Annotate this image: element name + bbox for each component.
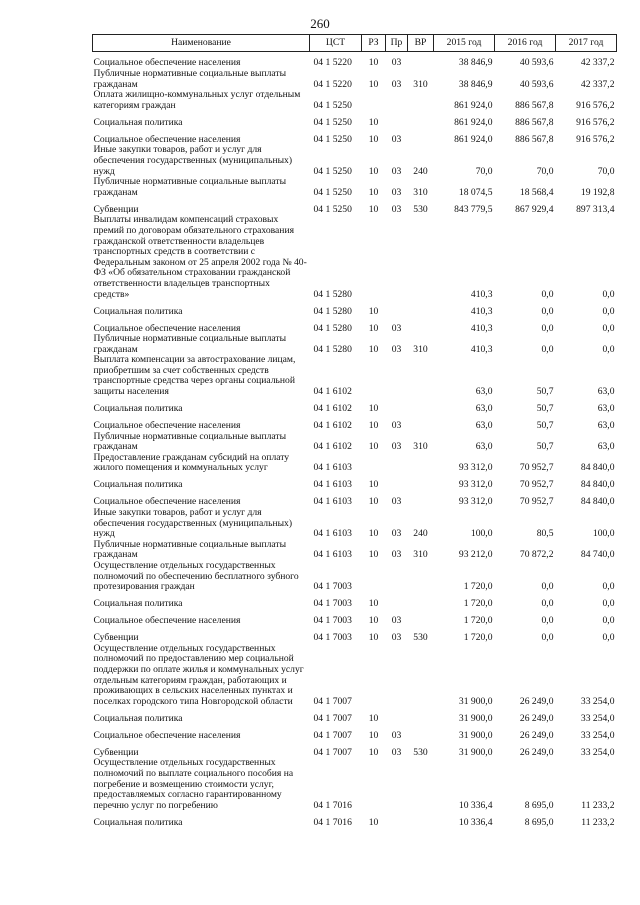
row-cst: 04 1 5250 (313, 186, 352, 198)
row-vr (408, 415, 434, 432)
row-cst: 04 1 6102 (313, 403, 352, 415)
row-2015: 1 720,0 (463, 632, 493, 644)
row-2015: 31 900,0 (458, 712, 493, 724)
row-rz: 10 (368, 441, 379, 453)
row-vr (408, 398, 434, 415)
table-row (93, 491, 617, 508)
row-vr: 530 (413, 203, 428, 215)
row-2015: 410,3 (470, 343, 493, 355)
row-cst: 04 1 5280 (313, 288, 352, 300)
row-rz (362, 453, 386, 474)
row-2015: 18 074,5 (458, 186, 493, 198)
row-name: Публичные нормативные социальные выплаты гражданам (93, 538, 287, 561)
header-2016: 2016 год (495, 35, 556, 52)
row-2015: 861 924,0 (454, 116, 493, 128)
header-pr: Пр (386, 35, 408, 52)
row-rz (362, 758, 386, 811)
row-2017: 70,0 (597, 165, 615, 177)
row-2017: 0,0 (602, 288, 615, 300)
row-2016: 8 695,0 (524, 816, 554, 828)
row-pr (386, 398, 408, 415)
row-2016: 70 872,2 (519, 549, 554, 561)
row-name: Осуществление отдельных государственных полномочий по выплате социального пособия на погребение и возмещению стоимости услуг, предоставляемых согласно гарантированному перечню услуг по погребению (93, 757, 294, 811)
row-2016: 80,5 (536, 528, 554, 540)
row-2015: 93 312,0 (458, 462, 493, 474)
row-pr (386, 355, 408, 397)
row-2015: 63,0 (475, 441, 493, 453)
row-2016: 26 249,0 (519, 712, 554, 724)
row-2017: 84 840,0 (580, 479, 615, 491)
budget-table (92, 34, 617, 828)
row-2017: 19 192,8 (580, 186, 615, 198)
row-rz: 10 (368, 322, 379, 334)
row-cst: 04 1 7003 (313, 632, 352, 644)
row-rz (362, 355, 386, 397)
row-2017: 33 254,0 (580, 729, 615, 741)
row-cst: 04 1 6103 (313, 479, 352, 491)
row-2015: 63,0 (475, 420, 493, 432)
row-2015: 31 900,0 (458, 746, 493, 758)
row-2016: 0,0 (541, 322, 554, 334)
row-vr (408, 111, 434, 128)
row-2017: 11 233,2 (581, 799, 615, 811)
row-vr (408, 491, 434, 508)
row-2015: 63,0 (475, 403, 493, 415)
row-cst: 04 1 7016 (313, 816, 352, 828)
row-2015: 1 720,0 (463, 581, 493, 593)
row-name: Социальное обеспечение населения (93, 729, 241, 741)
header-cst: ЦСТ (310, 35, 362, 52)
row-cst: 04 1 6103 (313, 549, 352, 561)
row-vr (408, 453, 434, 474)
row-2016: 70 952,7 (519, 479, 554, 491)
table-row (93, 90, 617, 111)
row-pr (386, 90, 408, 111)
row-vr: 310 (413, 343, 428, 355)
row-name: Субвенции (93, 746, 139, 758)
row-name: Социальная политика (93, 712, 183, 724)
row-pr: 03 (391, 186, 402, 198)
row-pr: 03 (391, 549, 402, 561)
row-2017: 84 840,0 (580, 462, 615, 474)
row-rz: 10 (368, 528, 379, 540)
row-2016: 70,0 (536, 165, 554, 177)
row-name: Субвенции (93, 632, 139, 644)
row-2016: 0,0 (541, 632, 554, 644)
row-2017: 0,0 (602, 632, 615, 644)
row-2016: 867 929,4 (515, 203, 554, 215)
row-vr (408, 707, 434, 724)
table-row (93, 52, 617, 70)
header-vr: ВР (408, 35, 434, 52)
row-2016: 70 952,7 (519, 462, 554, 474)
table-row (93, 561, 617, 593)
row-cst: 04 1 5280 (313, 322, 352, 334)
table-row (93, 724, 617, 741)
row-2017: 63,0 (597, 441, 615, 453)
row-rz: 10 (368, 203, 379, 215)
row-2017: 84 740,0 (580, 549, 615, 561)
row-2016: 70 952,7 (519, 496, 554, 508)
row-2017: 11 233,2 (581, 816, 615, 828)
table-row (93, 811, 617, 828)
row-name: Социальная политика (93, 116, 183, 128)
row-pr: 03 (391, 420, 402, 432)
row-vr: 240 (413, 165, 428, 177)
row-cst: 04 1 7007 (313, 729, 352, 741)
row-rz (362, 561, 386, 593)
row-name: Социальная политика (93, 816, 183, 828)
row-2015: 410,3 (470, 288, 493, 300)
row-2016: 8 695,0 (524, 799, 554, 811)
row-2016: 50,7 (536, 403, 554, 415)
table-row (93, 644, 617, 708)
row-vr (408, 593, 434, 610)
row-pr: 03 (391, 133, 402, 145)
row-name: Социальная политика (93, 305, 183, 317)
row-vr: 310 (413, 78, 428, 90)
row-pr (386, 811, 408, 828)
row-2017: 0,0 (602, 343, 615, 355)
row-pr: 03 (391, 496, 402, 508)
row-vr: 310 (413, 186, 428, 198)
row-2015: 410,3 (470, 322, 493, 334)
table-row (93, 415, 617, 432)
row-2016: 886 567,8 (515, 133, 554, 145)
row-pr: 03 (391, 632, 402, 644)
row-2015: 1 720,0 (463, 615, 493, 627)
row-2017: 897 313,4 (576, 203, 615, 215)
row-2015: 410,3 (470, 305, 493, 317)
row-cst: 04 1 6103 (313, 528, 352, 540)
row-2017: 916 576,2 (576, 133, 615, 145)
row-vr (408, 610, 434, 627)
row-name: Выплаты инвалидам компенсаций страховых премий по договорам обязательного страхования гражданской ответственности владельцев транспортных средств в соответствии с Федеральным законом от 25 апреля 2002 года № 40-ФЗ «Об обязательном страховании гражданской ответственности владельцев транспортных средств» (93, 214, 307, 300)
row-cst: 04 1 5250 (313, 116, 352, 128)
row-name: Социальное обеспечение населения (93, 615, 241, 627)
row-rz: 10 (368, 78, 379, 90)
row-pr (386, 644, 408, 708)
row-rz (362, 90, 386, 111)
row-rz: 10 (368, 729, 379, 741)
table-row (93, 300, 617, 317)
row-name: Субвенции (93, 203, 139, 215)
row-rz: 10 (368, 403, 379, 415)
row-2016: 0,0 (541, 305, 554, 317)
row-name: Социальная политика (93, 598, 183, 610)
header-2017: 2017 год (556, 35, 617, 52)
header-row (93, 35, 617, 52)
row-name: Социальная политика (93, 479, 183, 491)
row-vr (408, 317, 434, 334)
row-rz: 10 (368, 186, 379, 198)
row-name: Публичные нормативные социальные выплаты гражданам (93, 430, 287, 453)
row-name: Выплата компенсации за автострахование лицам, приобретшим за счет собственных средств транспортные средства через органы социальной защиты населения (93, 354, 296, 398)
row-pr (386, 758, 408, 811)
row-cst: 04 1 5250 (313, 99, 352, 111)
row-2015: 93 212,0 (458, 549, 493, 561)
table-row (93, 355, 617, 397)
row-rz: 10 (368, 632, 379, 644)
row-2015: 38 846,9 (458, 78, 493, 90)
row-cst: 04 1 5250 (313, 203, 352, 215)
row-2015: 63,0 (475, 386, 493, 398)
row-cst: 04 1 6103 (313, 496, 352, 508)
row-pr: 03 (391, 615, 402, 627)
table-row (93, 453, 617, 474)
row-vr (408, 644, 434, 708)
row-2016: 40 593,6 (519, 57, 554, 69)
row-name: Социальное обеспечение населения (93, 496, 241, 508)
row-rz: 10 (368, 305, 379, 317)
row-2016: 50,7 (536, 386, 554, 398)
row-rz: 10 (368, 746, 379, 758)
row-rz: 10 (368, 598, 379, 610)
row-rz: 10 (368, 165, 379, 177)
row-2017: 42 337,2 (580, 57, 615, 69)
row-2015: 843 779,5 (454, 203, 493, 215)
row-2017: 33 254,0 (580, 695, 615, 707)
row-2017: 916 576,2 (576, 99, 615, 111)
row-2016: 886 567,8 (515, 99, 554, 111)
row-rz: 10 (368, 615, 379, 627)
row-2015: 861 924,0 (454, 133, 493, 145)
row-vr (408, 355, 434, 397)
row-cst: 04 1 5280 (313, 343, 352, 355)
table-body (93, 52, 617, 829)
table-header (93, 35, 617, 52)
row-rz (362, 215, 386, 300)
row-2015: 100,0 (470, 528, 493, 540)
table-row (93, 198, 617, 215)
row-pr: 03 (391, 165, 402, 177)
row-rz: 10 (368, 343, 379, 355)
row-rz: 10 (368, 549, 379, 561)
row-pr (386, 215, 408, 300)
row-rz: 10 (368, 496, 379, 508)
row-cst: 04 1 7003 (313, 615, 352, 627)
row-name: Социальное обеспечение населения (93, 133, 241, 145)
table-row (93, 432, 617, 453)
table-row (93, 758, 617, 811)
row-pr: 03 (391, 343, 402, 355)
row-vr (408, 300, 434, 317)
header-name: Наименование (93, 35, 310, 52)
row-2016: 26 249,0 (519, 729, 554, 741)
row-vr (408, 724, 434, 741)
table-row (93, 398, 617, 415)
row-vr (408, 758, 434, 811)
row-pr: 03 (391, 203, 402, 215)
header-2015: 2015 год (434, 35, 495, 52)
row-vr (408, 128, 434, 145)
row-2016: 26 249,0 (519, 746, 554, 758)
row-2016: 40 593,6 (519, 78, 554, 90)
row-2015: 1 720,0 (463, 598, 493, 610)
table-row (93, 593, 617, 610)
row-pr: 03 (391, 729, 402, 741)
row-2017: 33 254,0 (580, 746, 615, 758)
row-2017: 84 840,0 (580, 496, 615, 508)
row-name: Осуществление отдельных государственных полномочий по обеспечению бесплатного зубного протезирования граждан (93, 560, 299, 593)
row-2015: 861 924,0 (454, 99, 493, 111)
row-2017: 0,0 (602, 581, 615, 593)
row-name: Социальное обеспечение населения (93, 420, 241, 432)
row-cst: 04 1 5280 (313, 305, 352, 317)
row-vr: 240 (413, 528, 428, 540)
row-name: Публичные нормативные социальные выплаты гражданам (93, 68, 287, 90)
table-row (93, 69, 617, 90)
row-name: Публичные нормативные социальные выплаты гражданам (93, 176, 287, 198)
row-2017: 63,0 (597, 420, 615, 432)
row-rz: 10 (368, 420, 379, 432)
row-2017: 0,0 (602, 305, 615, 317)
row-cst: 04 1 6102 (313, 386, 352, 398)
row-2016: 26 249,0 (519, 695, 554, 707)
row-cst: 04 1 7003 (313, 598, 352, 610)
row-2016: 0,0 (541, 615, 554, 627)
row-2017: 0,0 (602, 615, 615, 627)
row-2016: 886 567,8 (515, 116, 554, 128)
table-row (93, 145, 617, 177)
row-2015: 70,0 (475, 165, 493, 177)
row-vr (408, 811, 434, 828)
page-number: 260 (310, 16, 330, 31)
row-2016: 0,0 (541, 343, 554, 355)
table-row (93, 177, 617, 198)
row-pr: 03 (391, 57, 402, 69)
row-2015: 10 336,4 (458, 799, 493, 811)
row-2016: 0,0 (541, 581, 554, 593)
row-pr: 03 (391, 441, 402, 453)
row-name: Оплата жилищно-коммунальных услуг отдельным категориям граждан (93, 89, 301, 111)
table-row (93, 508, 617, 540)
row-rz: 10 (368, 57, 379, 69)
row-2017: 63,0 (597, 386, 615, 398)
table-row (93, 610, 617, 627)
row-pr: 03 (391, 322, 402, 334)
table-row (93, 741, 617, 758)
row-cst: 04 1 5220 (313, 78, 352, 90)
row-pr (386, 474, 408, 491)
table-row (93, 128, 617, 145)
row-cst: 04 1 6102 (313, 441, 352, 453)
row-cst: 04 1 7007 (313, 695, 352, 707)
row-cst: 04 1 5220 (313, 57, 352, 69)
row-2017: 63,0 (597, 403, 615, 415)
row-cst: 04 1 6103 (313, 462, 352, 474)
row-vr (408, 474, 434, 491)
row-2015: 38 846,9 (458, 57, 493, 69)
table-row (93, 627, 617, 644)
row-cst: 04 1 7007 (313, 746, 352, 758)
table-row (93, 317, 617, 334)
table-row (93, 111, 617, 128)
table-row (93, 474, 617, 491)
row-cst: 04 1 7003 (313, 581, 352, 593)
table-row (93, 540, 617, 561)
row-cst: 04 1 6102 (313, 420, 352, 432)
row-cst: 04 1 7016 (313, 799, 352, 811)
row-name: Иные закупки товаров, работ и услуг для обеспечения государственных (муниципальных) нужд (93, 507, 293, 540)
row-2016: 0,0 (541, 598, 554, 610)
row-2016: 50,7 (536, 420, 554, 432)
row-rz: 10 (368, 816, 379, 828)
row-vr (408, 52, 434, 70)
row-2016: 50,7 (536, 441, 554, 453)
row-cst: 04 1 7007 (313, 712, 352, 724)
row-2017: 0,0 (602, 598, 615, 610)
row-cst: 04 1 5250 (313, 165, 352, 177)
row-pr: 03 (391, 78, 402, 90)
row-rz: 10 (368, 116, 379, 128)
row-name: Публичные нормативные социальные выплаты гражданам (93, 333, 287, 355)
row-pr: 03 (391, 746, 402, 758)
row-rz: 10 (368, 133, 379, 145)
row-rz: 10 (368, 712, 379, 724)
row-pr: 03 (391, 528, 402, 540)
row-2017: 0,0 (602, 322, 615, 334)
row-cst: 04 1 5250 (313, 133, 352, 145)
table-row (93, 215, 617, 300)
row-pr (386, 300, 408, 317)
row-2015: 93 312,0 (458, 496, 493, 508)
row-name: Иные закупки товаров, работ и услуг для обеспечения государственных (муниципальных) нужд (93, 144, 293, 177)
row-pr (386, 707, 408, 724)
row-2015: 31 900,0 (458, 729, 493, 741)
row-2015: 93 312,0 (458, 479, 493, 491)
row-2015: 31 900,0 (458, 695, 493, 707)
row-2017: 100,0 (592, 528, 615, 540)
row-name: Социальное обеспечение населения (93, 57, 241, 69)
row-name: Предоставление гражданам субсидий на оплату жилого помещения и коммунальных услуг (93, 451, 290, 474)
row-2015: 10 336,4 (458, 816, 493, 828)
row-pr (386, 593, 408, 610)
row-name: Социальное обеспечение населения (93, 322, 241, 334)
row-2017: 42 337,2 (580, 78, 615, 90)
row-vr (408, 561, 434, 593)
row-vr (408, 215, 434, 300)
row-2016: 18 568,4 (519, 186, 554, 198)
row-rz (362, 644, 386, 708)
row-rz: 10 (368, 479, 379, 491)
row-vr: 530 (413, 746, 428, 758)
row-2017: 916 576,2 (576, 116, 615, 128)
row-vr: 310 (413, 441, 428, 453)
row-pr (386, 453, 408, 474)
row-vr (408, 90, 434, 111)
row-pr (386, 111, 408, 128)
row-2016: 0,0 (541, 288, 554, 300)
row-pr (386, 561, 408, 593)
row-2017: 33 254,0 (580, 712, 615, 724)
row-vr: 530 (413, 632, 428, 644)
row-name: Социальная политика (93, 403, 183, 415)
table-row (93, 334, 617, 355)
table-row (93, 707, 617, 724)
row-name: Осуществление отдельных государственных полномочий по предоставлению мер социальной поддержки по оплате жилья и коммунальных услуг отдельным категориям граждан, работающих и проживающих в сельских населенных пунктах и поселках городского типа Новгородской области (93, 642, 304, 707)
header-rz: РЗ (362, 35, 386, 52)
row-vr: 310 (413, 549, 428, 561)
